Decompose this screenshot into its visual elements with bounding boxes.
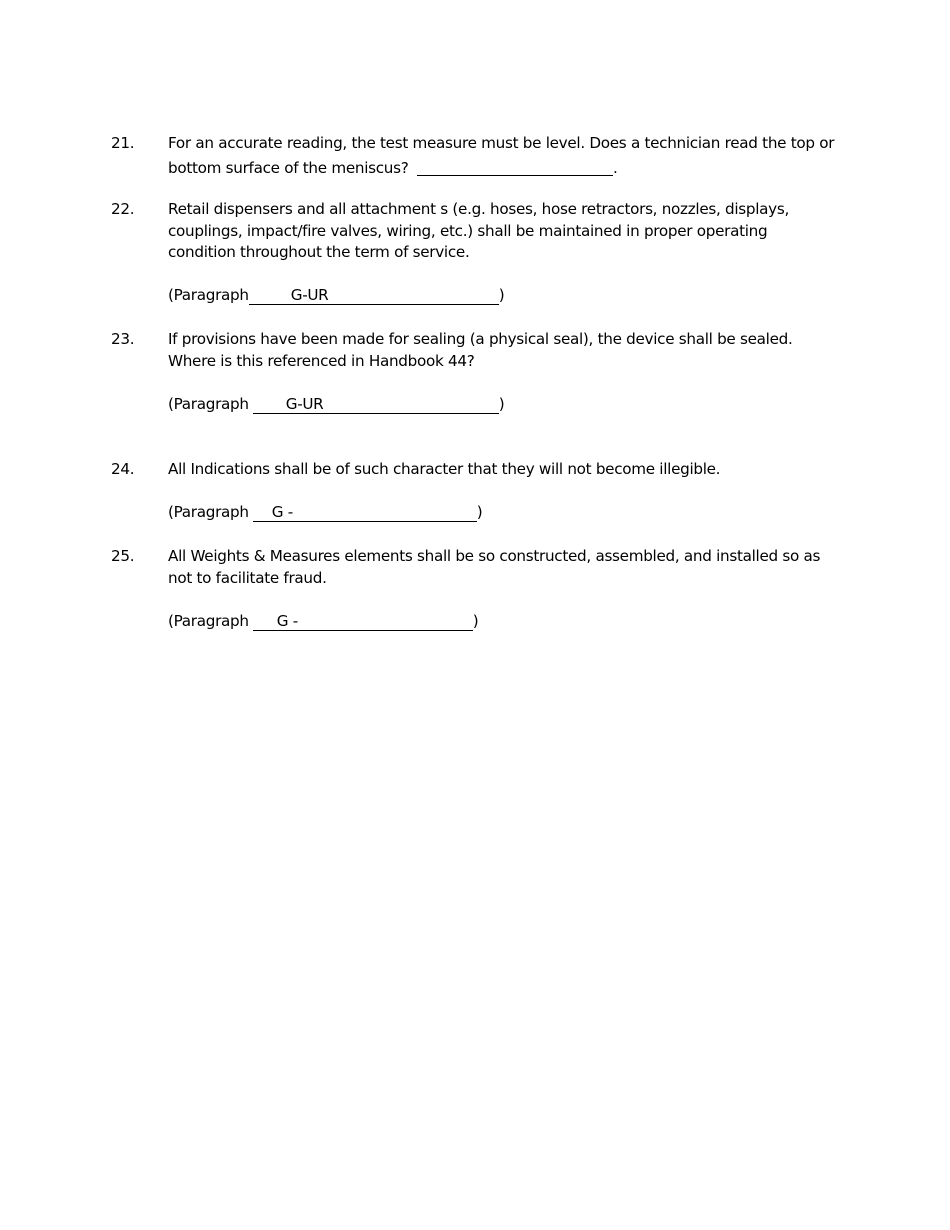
question-text: All Indications shall be of such character that they will not become illegible. [168, 460, 721, 478]
question-number: 21. [111, 134, 135, 152]
question-number: 23. [111, 330, 135, 348]
trailing-period: . [613, 158, 618, 177]
paragraph-close: ) [472, 612, 479, 630]
paragraph-reference [168, 611, 478, 633]
question-text-line-1: For an accurate reading, the test measure must be level. Does a technician read the top or [168, 134, 835, 152]
question-number: 25. [111, 547, 135, 565]
answer-blank[interactable] [417, 158, 613, 176]
paragraph-close: ) [498, 395, 505, 413]
question-text: Retail dispensers and all attachment s (e.g. hoses, hose retractors, nozzles, displays, couplings, impact/fire valves, wiring, etc.) shall be maintained in proper operating condition throughout the term of service. [168, 200, 789, 261]
question-text: All Weights & Measures elements shall be so constructed, assembled, and installed so as not to facilitate fraud. [168, 547, 821, 587]
question-number: 22. [111, 200, 135, 218]
paragraph-reference [168, 285, 504, 307]
paragraph-value: G-UR [290, 286, 329, 304]
question-number: 24. [111, 460, 135, 478]
question-text: If provisions have been made for sealing (a physical seal), the device shall be sealed. Where is this referenced in Handbook 44? [168, 330, 793, 370]
paragraph-value: G - [271, 503, 293, 521]
question-text [168, 133, 858, 179]
paragraph-label: (Paragraph [168, 286, 249, 304]
paragraph-value: G-UR [285, 395, 324, 413]
paragraph-reference [168, 394, 504, 416]
paragraph-answer-field[interactable] [249, 287, 499, 305]
question-text-line-2-text: bottom surface of the meniscus? [168, 158, 409, 177]
paragraph-close: ) [476, 503, 483, 521]
paragraph-label: (Paragraph [168, 612, 249, 630]
paragraph-answer-field[interactable] [253, 613, 473, 631]
paragraph-answer-field[interactable] [253, 504, 477, 522]
paragraph-value: G - [276, 612, 298, 630]
paragraph-answer-field[interactable] [253, 396, 499, 414]
paragraph-reference [168, 502, 482, 524]
paragraph-close: ) [498, 286, 505, 304]
paragraph-label: (Paragraph [168, 503, 249, 521]
paragraph-label: (Paragraph [168, 395, 249, 413]
question-text-line-2 [168, 155, 858, 180]
